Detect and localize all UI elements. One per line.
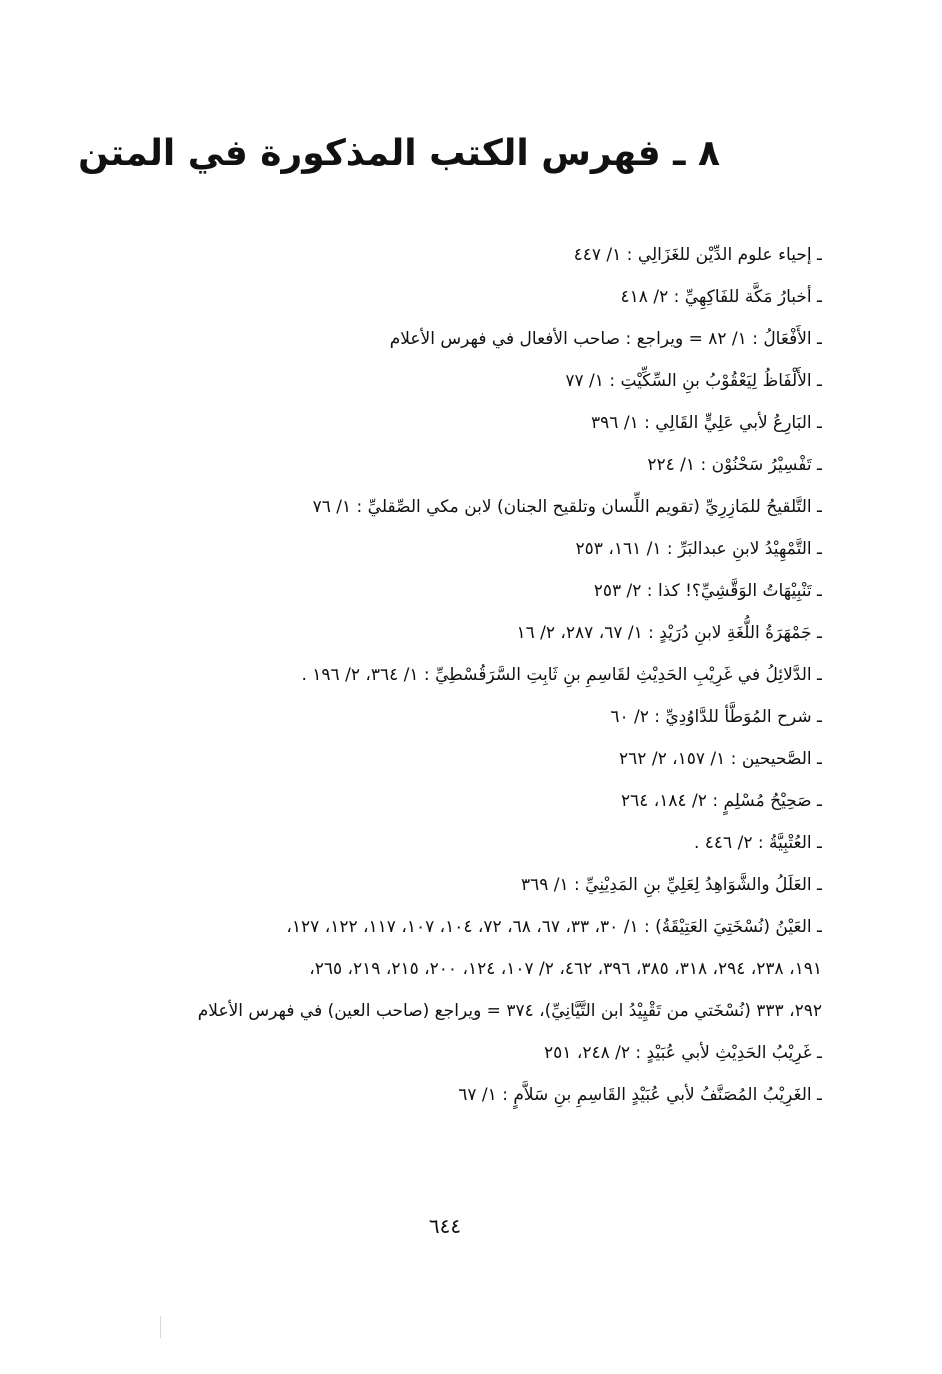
index-entry-tafsir-sahnun: ـ تَفْسِيْرُ سَحْنُوْن : ١/ ٢٢٤ bbox=[647, 455, 822, 475]
index-entry-al-afal: ـ الأَفْعَالُ : ١/ ٨٢ = ويراجع : صاحب الأفعال في فهرس الأعلام bbox=[389, 329, 822, 349]
index-entry-al-tamhid: ـ التَّمْهِيْدُ لابنِ عبدالبَرِّ : ١/ ١٦١، ٢٥٣ bbox=[575, 539, 822, 559]
page-number: ٦٤٤ bbox=[428, 1214, 462, 1238]
index-entry-al-utbiyya: ـ العُتْبِيَّةُ : ٢/ ٤٤٦ . bbox=[693, 833, 822, 853]
index-entry-ihya: ـ إحياء علوم الدِّيْن للغَزَالِي : ١/ ٤٤٧ bbox=[573, 245, 822, 265]
index-entry-al-sahihayn: ـ الصَّحيحين : ١/ ١٥٧، ٢/ ٢٦٢ bbox=[619, 749, 822, 769]
index-entry-al-ayn: ـ العَيْنُ (نُسْخَتِيَ العَتِيْقَةُ) : ١/ ٣٠، ٣٣، ٦٧، ٦٨، ٧٢، ١٠٤، ١٠٧، ١١٧، ١٢٢، ١٢٧، bbox=[286, 917, 822, 937]
index-entry-gharib-al-hadith: ـ غَرِيْبُ الحَدِيْثِ لأبي عُبَيْدٍ : ٢/ ٢٤٨، ٢٥١ bbox=[544, 1043, 822, 1063]
index-entry-al-dalail: ـ الدَّلائِلُ في غَرِيْبِ الحَدِيْثِ لقَاسِمِ بنِ ثَابِتِ السَّرَقُسْطِيِّ : ١/ ٣٦٤، ٢/ ١٩٦ . bbox=[301, 665, 822, 685]
book-index-list bbox=[102, 234, 822, 1116]
index-entry-al-ayn-continued: ٢٩٢، ٣٣٣ (نُسْخَتي من تَقْيِيْدُ ابن التَّيَّانِيِّ)، ٣٧٤ = ويراجع (صاحب العين) في فهرس الأعلام bbox=[197, 1001, 822, 1021]
index-entry-jamharat: ـ جَمْهَرَةُ اللُّغَةِ لابنِ دُرَيْدٍ : ١/ ٦٧، ٢٨٧، ٢/ ١٦ bbox=[516, 623, 822, 643]
index-entry-sahih-muslim: ـ صَحِيْحُ مُسْلِمٍ : ٢/ ١٨٤، ٢٦٤ bbox=[620, 791, 822, 811]
scan-mark bbox=[160, 1316, 161, 1338]
index-entry-al-alfaz: ـ الأَلْفَاظُ لِيَعْقُوْبُ بنِ السِّكِّيْتِ : ١/ ٧٧ bbox=[565, 371, 822, 391]
index-entry-al-gharib-al-musannaf: ـ الغَرِيْبُ المُصَنَّفُ لأبي عُبَيْدٍ القَاسِمِ بنِ سَلاَّمٍ : ١/ ٦٧ bbox=[458, 1085, 822, 1105]
index-entry-al-talqih: ـ التَّلقيحُ للمَازِرِيِّ (تقويم اللِّسان وتلقيح الجنان) لابن مكي الصِّقليِّ : ١/ ٧٦ bbox=[312, 497, 822, 517]
page-title: ٨ ـ فهرس الكتب المذكورة في المتن bbox=[78, 133, 720, 174]
index-entry-al-ilal: ـ العَلَلُ والشَّوَاهِدُ لِعَلِيِّ بنِ المَدِيْنِيِّ : ١/ ٣٦٩ bbox=[520, 875, 822, 895]
index-entry-al-ayn-continued: ١٩١، ٢٣٨، ٢٩٤، ٣١٨، ٣٨٥، ٣٩٦، ٤٦٢، ٢/ ١٠٧، ١٢٤، ٢٠٠، ٢١٥، ٢١٩، ٢٦٥، bbox=[309, 959, 822, 979]
index-entry-sharh-muwatta: ـ شرح المُوَطَّأ للدَّاوُدِيِّ : ٢/ ٦٠ bbox=[610, 707, 822, 727]
index-entry-akhbar-makka: ـ أخبارُ مَكَّة للفَاكِهِيِّ : ٢/ ٤١٨ bbox=[620, 287, 822, 307]
index-entry-al-bari: ـ البَارِعُ لأبي عَلِيٍّ القَالِي : ١/ ٣٩٦ bbox=[591, 413, 822, 433]
index-entry-tanbihat: ـ تَنْبِيْهَاتُ الوَقَّشِيِّ؟! كذا : ٢/ ٢٥٣ bbox=[593, 581, 822, 601]
